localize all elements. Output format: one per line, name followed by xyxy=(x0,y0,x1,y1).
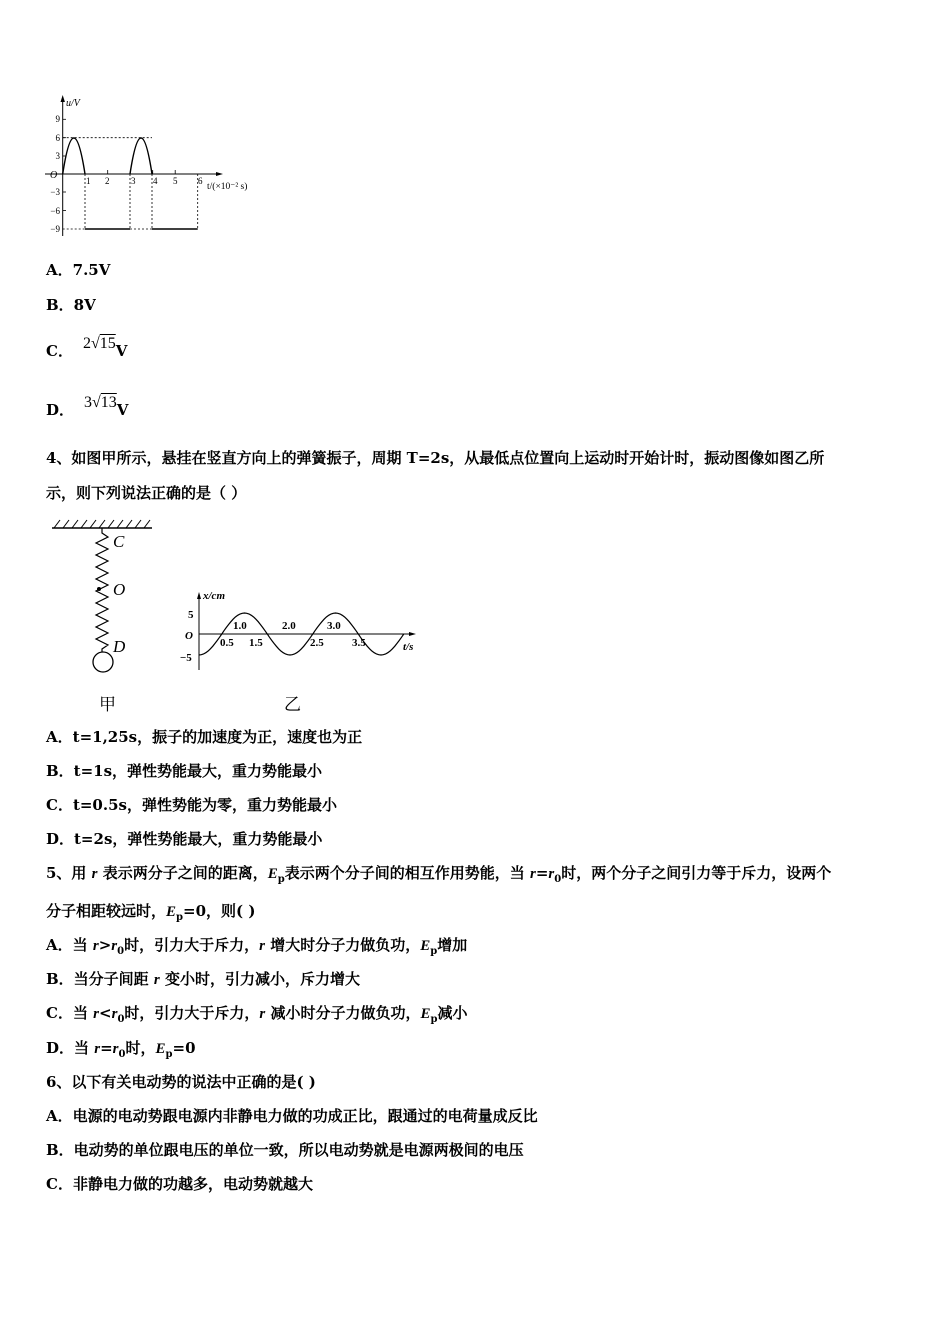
text: 时， xyxy=(125,1039,156,1057)
text: 分子相距较远时， xyxy=(46,902,167,920)
y-tick: 6 xyxy=(55,133,60,143)
spring-oscillator-diagram xyxy=(40,515,160,685)
y-axis-label: x/cm xyxy=(203,590,225,602)
subscript: 0 xyxy=(117,946,125,957)
subscript: 0 xyxy=(554,874,562,885)
point-c-label: C xyxy=(113,532,125,551)
q6-option-a: A．电源的电动势跟电源内非静电力做的功成正比，跟通过的电荷量成反比 xyxy=(46,1107,538,1125)
text: A．当 xyxy=(46,936,93,954)
vibration-graph xyxy=(170,590,430,680)
radicand: 13 xyxy=(100,394,117,411)
y-tick: −3 xyxy=(50,187,60,197)
var: r xyxy=(259,1006,266,1022)
subscript: p xyxy=(430,1014,438,1025)
text: 变小时，引力减小，斥力增大 xyxy=(159,970,360,988)
text: 时，引力大于斥力， xyxy=(124,1004,260,1022)
q6-option-c: C．非静电力做的功越多，电动势就越大 xyxy=(46,1175,313,1193)
q5-option-d xyxy=(46,1038,196,1065)
var: r xyxy=(112,1041,119,1057)
radicand: 15 xyxy=(99,335,116,352)
q5-option-c xyxy=(46,1003,468,1030)
text: C．当 xyxy=(46,1004,94,1022)
text: D．当 xyxy=(46,1039,95,1057)
sqrt-expression: 2√15 xyxy=(82,335,116,352)
q5-option-b xyxy=(46,969,360,990)
var: r xyxy=(93,1006,100,1022)
q5-stem-line1 xyxy=(46,863,831,890)
below-tick: 1.5 xyxy=(249,637,263,649)
q3-option-b: B．8V xyxy=(46,296,96,314)
coefficient: 3 xyxy=(84,394,93,411)
var: E xyxy=(420,1006,431,1022)
subscript: p xyxy=(430,946,438,957)
q4-option-b: B．t=1s，弹性势能最大，重力势能最小 xyxy=(46,762,323,780)
origin-label: O xyxy=(185,630,193,642)
y-tick: −5 xyxy=(180,652,192,664)
var: r xyxy=(153,972,160,988)
var: r xyxy=(92,938,99,954)
x-axis-label: t/(×10⁻² s) xyxy=(207,182,248,192)
q5-option-a xyxy=(46,935,467,962)
text: 5、用 xyxy=(46,864,92,882)
above-tick: 2.0 xyxy=(282,620,296,632)
option-label: D． xyxy=(46,401,75,419)
y-tick: 5 xyxy=(188,609,194,621)
q6-stem: 6、以下有关电动势的说法中正确的是( ) xyxy=(46,1073,316,1091)
text: B．当分子间距 xyxy=(46,970,154,988)
var: r xyxy=(548,866,555,882)
text: 增加 xyxy=(437,936,468,954)
text: = xyxy=(535,864,549,882)
x-tick: 2 xyxy=(105,176,110,186)
q4-option-d: D．t=2s，弹性势能最大，重力势能最小 xyxy=(46,830,323,848)
point-d-label: D xyxy=(113,637,126,656)
y-tick: 3 xyxy=(55,151,60,161)
text: =0，则( ) xyxy=(183,902,256,920)
var: E xyxy=(155,1041,166,1057)
figure-yi-caption: 乙 xyxy=(284,695,301,715)
text: 表示两分子之间的距离， xyxy=(97,864,268,882)
below-tick: 0.5 xyxy=(220,637,234,649)
q3-option-a: A．7.5V xyxy=(46,261,111,279)
sqrt-expression: 3√13 xyxy=(84,394,117,411)
text: 减小时分子力做负功， xyxy=(265,1004,421,1022)
y-tick: −9 xyxy=(50,224,60,234)
text: =0 xyxy=(172,1039,196,1057)
text: 时，引力大于斥力， xyxy=(124,936,260,954)
var: r xyxy=(91,866,98,882)
text: 减小 xyxy=(437,1004,468,1022)
text: 时，两个分子之间引力等于斥力，设两个 xyxy=(561,864,832,882)
unit: V xyxy=(115,342,128,360)
x-tick: 4 xyxy=(153,176,158,186)
x-tick: 5 xyxy=(173,176,178,186)
q4-stem-line2: 示，则下列说法正确的是（ ） xyxy=(46,484,247,502)
figure-jia-caption: 甲 xyxy=(99,695,116,715)
point-o-label: O xyxy=(113,580,126,599)
var: r xyxy=(94,1041,101,1057)
q5-stem-line2 xyxy=(46,901,255,928)
q3-option-d xyxy=(46,394,129,421)
x-axis-label: t/s xyxy=(403,641,414,653)
coefficient: 2 xyxy=(82,335,91,352)
unit: V xyxy=(116,401,129,419)
y-tick: −6 xyxy=(50,206,60,216)
var: E xyxy=(166,904,177,920)
below-tick: 3.5 xyxy=(352,637,366,649)
var: r xyxy=(530,866,536,882)
q4-option-a: A．t=1,25s，振子的加速度为正，速度也为正 xyxy=(46,728,363,746)
text: > xyxy=(98,936,112,954)
above-tick: 1.0 xyxy=(233,620,247,632)
var: r xyxy=(259,938,265,954)
option-label: C． xyxy=(46,342,73,360)
below-tick: 2.5 xyxy=(310,637,324,649)
subscript: 0 xyxy=(117,1014,125,1025)
subscript: p xyxy=(176,912,184,923)
x-tick: 6 xyxy=(198,176,203,186)
text: 增大时分子力做负功， xyxy=(264,936,421,954)
y-axis-label: u/V xyxy=(66,98,80,109)
voltage-time-graph xyxy=(40,90,270,240)
text: 表示两个分子间的相互作用势能，当 xyxy=(284,864,530,882)
var: r xyxy=(111,938,118,954)
x-tick: 1 xyxy=(86,176,91,186)
y-tick: 9 xyxy=(55,114,60,124)
q3-option-c xyxy=(46,335,128,362)
above-tick: 3.0 xyxy=(327,620,341,632)
subscript: 0 xyxy=(118,1049,126,1060)
q6-option-b: B．电动势的单位跟电压的单位一致，所以电动势就是电源两极间的电压 xyxy=(46,1141,524,1159)
text: = xyxy=(100,1039,113,1057)
text: < xyxy=(99,1004,112,1022)
var: E xyxy=(420,938,431,954)
subscript: p xyxy=(277,874,285,885)
x-tick: 3 xyxy=(131,176,136,186)
subscript: p xyxy=(165,1049,173,1060)
origin-label: O xyxy=(50,170,58,181)
q4-stem-line1: 4、如图甲所示，悬挂在竖直方向上的弹簧振子，周期 T=2s，从最低点位置向上运动时开始计时，振动图像如图乙所 xyxy=(46,449,825,467)
var: r xyxy=(111,1006,118,1022)
var: E xyxy=(267,866,278,882)
q4-option-c: C．t=0.5s，弹性势能为零，重力势能最小 xyxy=(46,796,337,814)
